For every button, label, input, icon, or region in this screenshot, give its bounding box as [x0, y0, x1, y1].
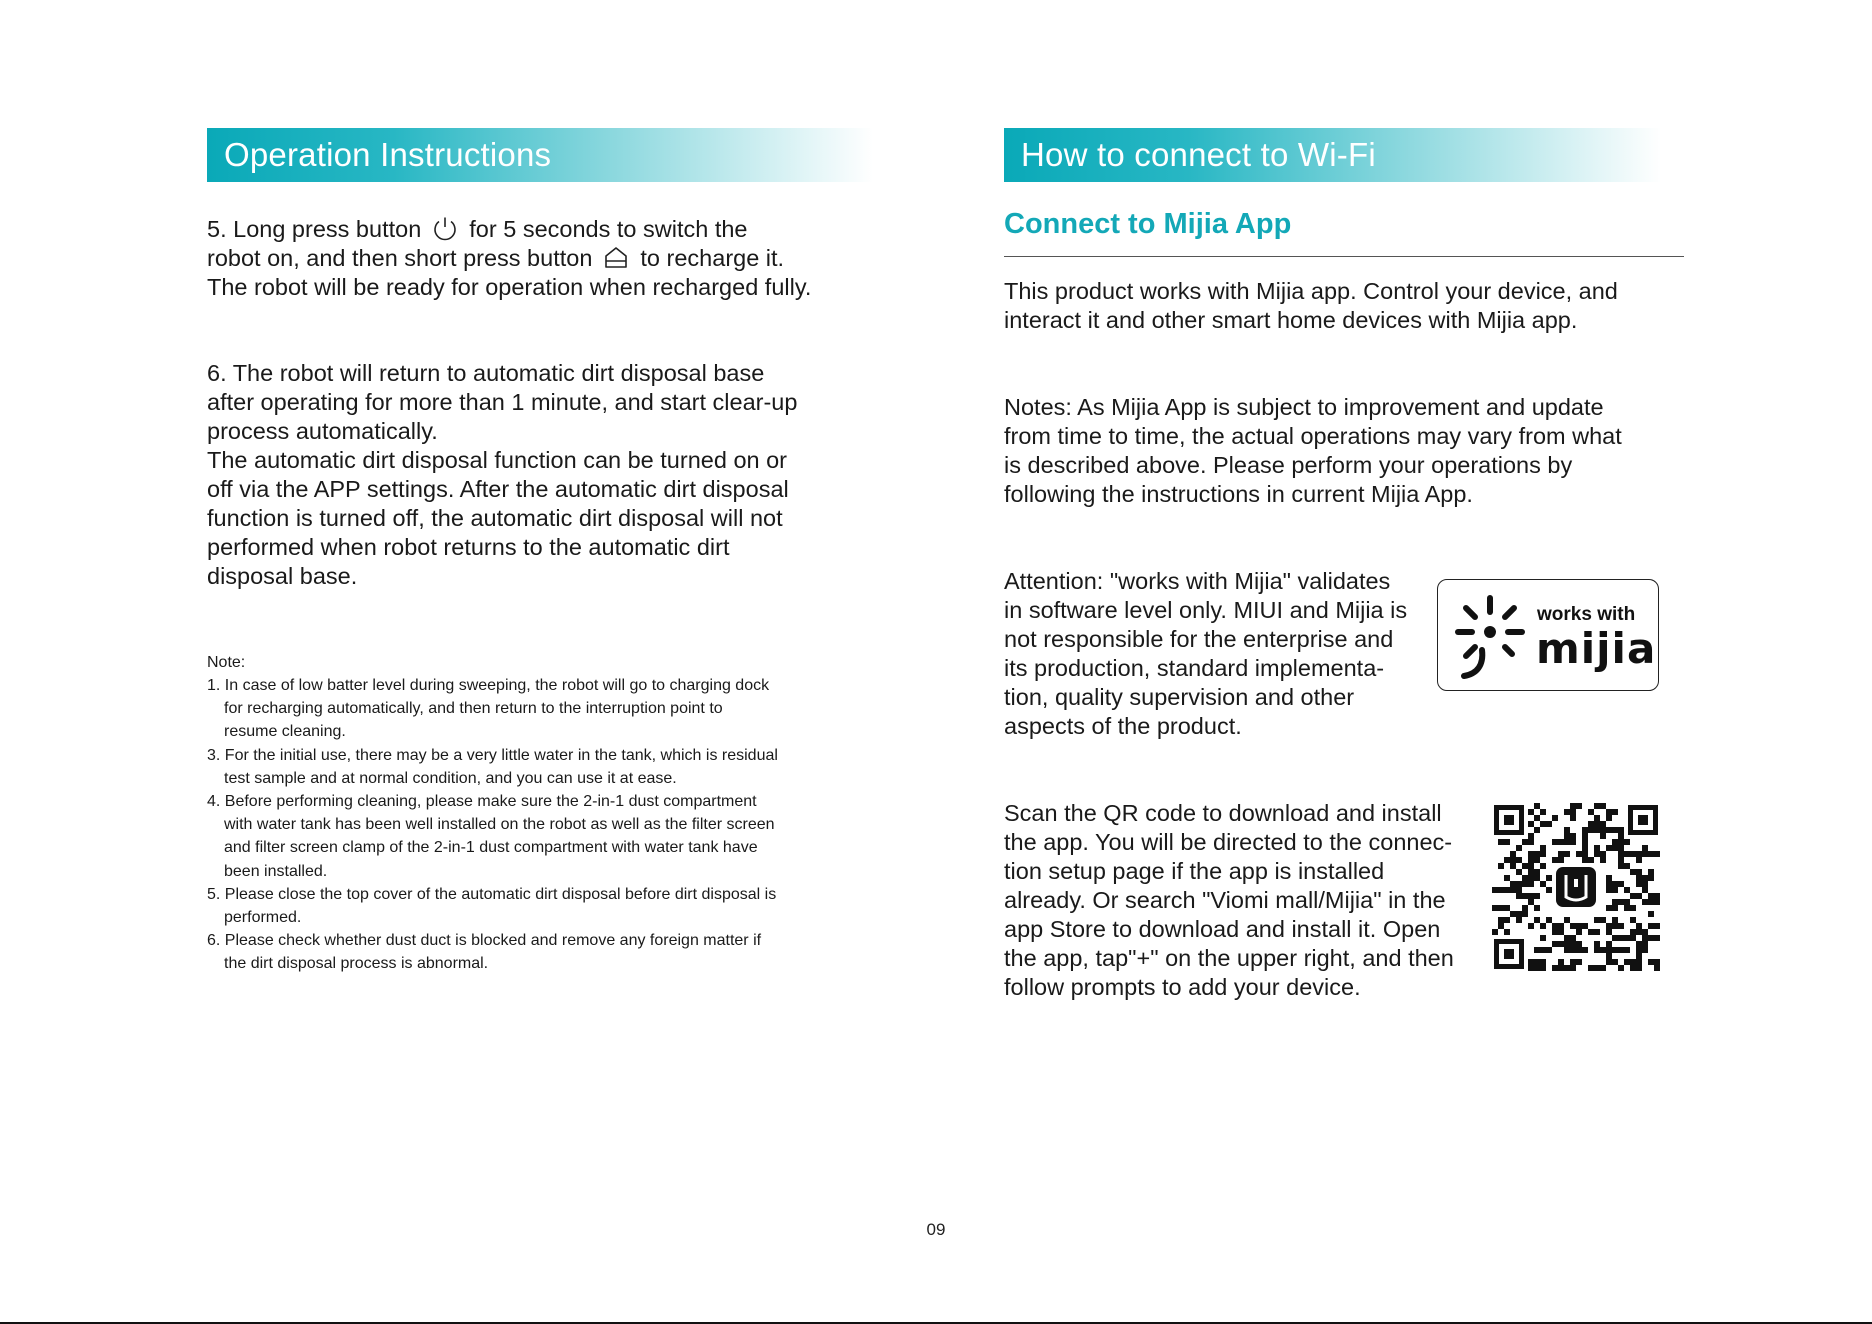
notes-text: Notes: As Mijia App is subject to improvement and update from time to time, the actual operations may vary from what is described above. Please perform your operations by following the instructions in current Mijia App. [1004, 394, 1622, 507]
note-item: 3. For the initial use, there may be a very little water in the tank, which is residual test sample and at normal condition, and you can use it at ease. [207, 746, 778, 787]
note-item: 6. Please check whether dust duct is blocked and remove any foreign matter if the dirt disposal process is abnormal. [207, 932, 762, 973]
intro-text: This product works with Mijia app. Control your device, and interact it and other smart home devices with Mijia app. [1004, 278, 1618, 333]
note-title: Note: [207, 654, 246, 671]
works-with-mijia-badge [1437, 579, 1659, 691]
page-number: 09 [926, 1220, 946, 1239]
mijia-burst-icon [1450, 592, 1530, 682]
note-item: 1. In case of low batter level during sweeping, the robot will go to charging dock for recharging automatically, and then return to the interruption point to resume cleaning. [207, 677, 770, 741]
note-list [207, 674, 873, 976]
scan-text: Scan the QR code to download and install the app. You will be directed to the connec- tion setup page if the app is installed already. Or search "Viomi mall/Mijia" in the app Store to download and install it. Open the app, tap"+" on the upper right, and then follow prompts to add your device. [1004, 800, 1454, 1000]
step-5-text: 5. Long press button for 5 seconds to switch the robot on, and then short press button to recharge it. The robot will be ready for operation when recharged fully. [207, 216, 812, 300]
subheading-connect-mijia: Connect to Mijia App [1004, 208, 1292, 240]
note-item: 5. Please close the top cover of the automatic dirt disposal before dirt disposal is performed. [207, 885, 777, 927]
section-header-wifi: How to connect to Wi-Fi [1004, 128, 1661, 182]
badge-mijia-wordmark: mijia [1536, 624, 1657, 673]
badge-works-with-label: works with [1537, 604, 1636, 625]
step-6-text: 6. The robot will return to automatic dirt disposal base after operating for more than 1 minute, and start clear-up process automatically. The automatic dirt disposal function can be turned on or off via the APP settings. After the automatic dirt disposal function is turned off, the automatic dirt disposal will not performed when robot returns to the automatic dirt disposal base. [207, 360, 798, 589]
home-icon [602, 245, 630, 271]
power-icon [431, 216, 459, 242]
attention-text: Attention: "works with Mijia" validates in software level only. MIUI and Mijia is not responsible for the enterprise and its production, standard implementa- tion, quality supervision and other aspects of the product. [1004, 568, 1408, 739]
qr-code-icon [1492, 803, 1660, 971]
operation-instructions-section [207, 128, 873, 976]
section-header-operation: Operation Instructions [207, 128, 873, 182]
note-item: 4. Before performing cleaning, please make sure the 2-in-1 dust compartment with water tank has been well installed on the robot as well as the filter screen and filter screen clamp of the 2-in-1 dust compartment with water tank have been installed. [207, 793, 775, 880]
